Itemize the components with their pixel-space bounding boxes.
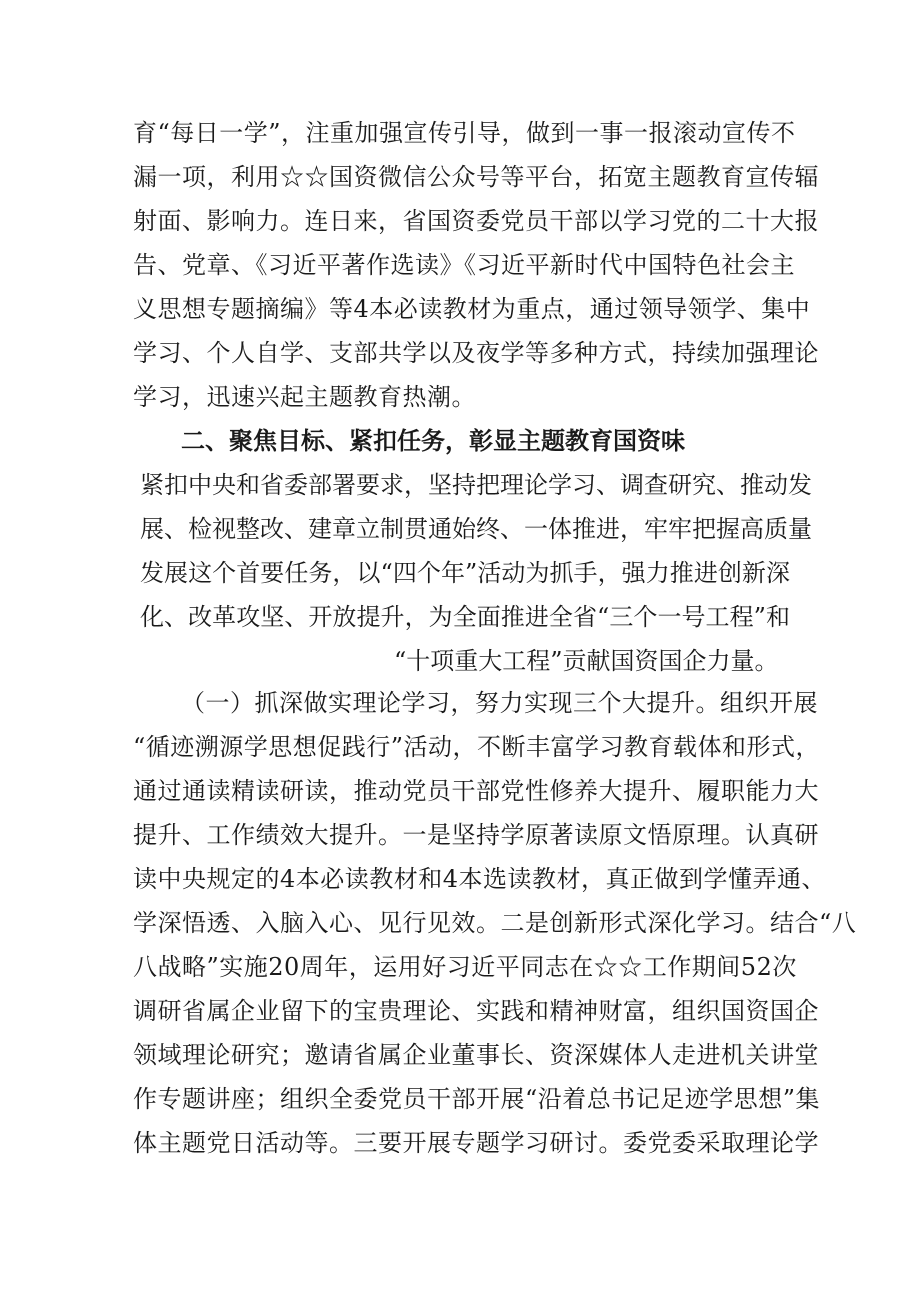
intro-line: “十项重大工程”贡献国资国企力量。 [394,647,779,675]
paragraph-line: 学习，迅速兴起主题教育热潮。 [133,383,476,411]
paragraph-line: （一）抓深做实理论学习，努力实现三个大提升。组织开展 [181,689,818,717]
paragraph-line: 体主题党日活动等。三要开展专题学习研讨。委党委采取理论学 [133,1129,819,1157]
paragraph-line: 通过通读精读研读，推动党员干部党性修养大提升、履职能力大 [133,777,819,805]
paragraph-line: 读中央规定的4本必读教材和4本选读教材，真正做到学懂弄通、 [133,865,827,893]
section-heading: 二、聚焦目标、紧扣任务，彰显主题教育国资味 [181,427,685,455]
paragraph-line: 学习、个人自学、支部共学以及夜学等多种方式，持续加强理论 [133,339,819,367]
paragraph-line: 告、党章、《习近平著作选读》《习近平新时代中国特色社会主 [133,251,795,279]
paragraph-line: 义思想专题摘编》等4本必读教材为重点，通过领导领学、集中 [133,295,811,323]
intro-line: 展、检视整改、建章立制贯通始终、一体推进，牢牢把握高质量 [140,515,812,543]
paragraph-line: 漏一项，利用☆☆国资微信公众号等平台，拓宽主题教育宣传辐 [133,163,819,191]
paragraph-line: 育“每日一学”，注重加强宣传引导，做到一事一报滚动宣传不 [133,119,796,147]
paragraph-line: 八战略”实施20周年，运用好习近平同志在☆☆工作期间52次 [133,953,797,981]
paragraph-line: 提升、工作绩效大提升。一是坚持学原著读原文悟原理。认真研 [133,821,819,849]
paragraph-line: 学深悟透、入脑入心、见行见效。二是创新形式深化学习。结合“八 [133,909,857,937]
intro-line: 化、改革攻坚、开放提升，为全面推进全省“三个一号工程”和 [140,603,790,631]
paragraph-line: 作专题讲座；组织全委党员干部开展“沿着总书记足迹学思想”集 [133,1085,821,1113]
paragraph-line: 调研省属企业留下的宝贵理论、实践和精神财富，组织国资国企 [133,997,819,1025]
paragraph-line: 领域理论研究；邀请省属企业董事长、资深媒体人走进机关讲堂 [133,1041,819,1069]
paragraph-line: 射面、影响力。连日来，省国资委党员干部以学习党的二十大报 [133,207,819,235]
intro-line: 发展这个首要任务，以“四个年”活动为抓手，强力推进创新深 [140,559,790,587]
intro-line: 紧扣中央和省委部署要求，坚持把理论学习、调查研究、推动发 [140,471,812,499]
paragraph-line: “循迹溯源学思想促践行”活动，不断丰富学习教育载体和形式， [133,733,821,761]
